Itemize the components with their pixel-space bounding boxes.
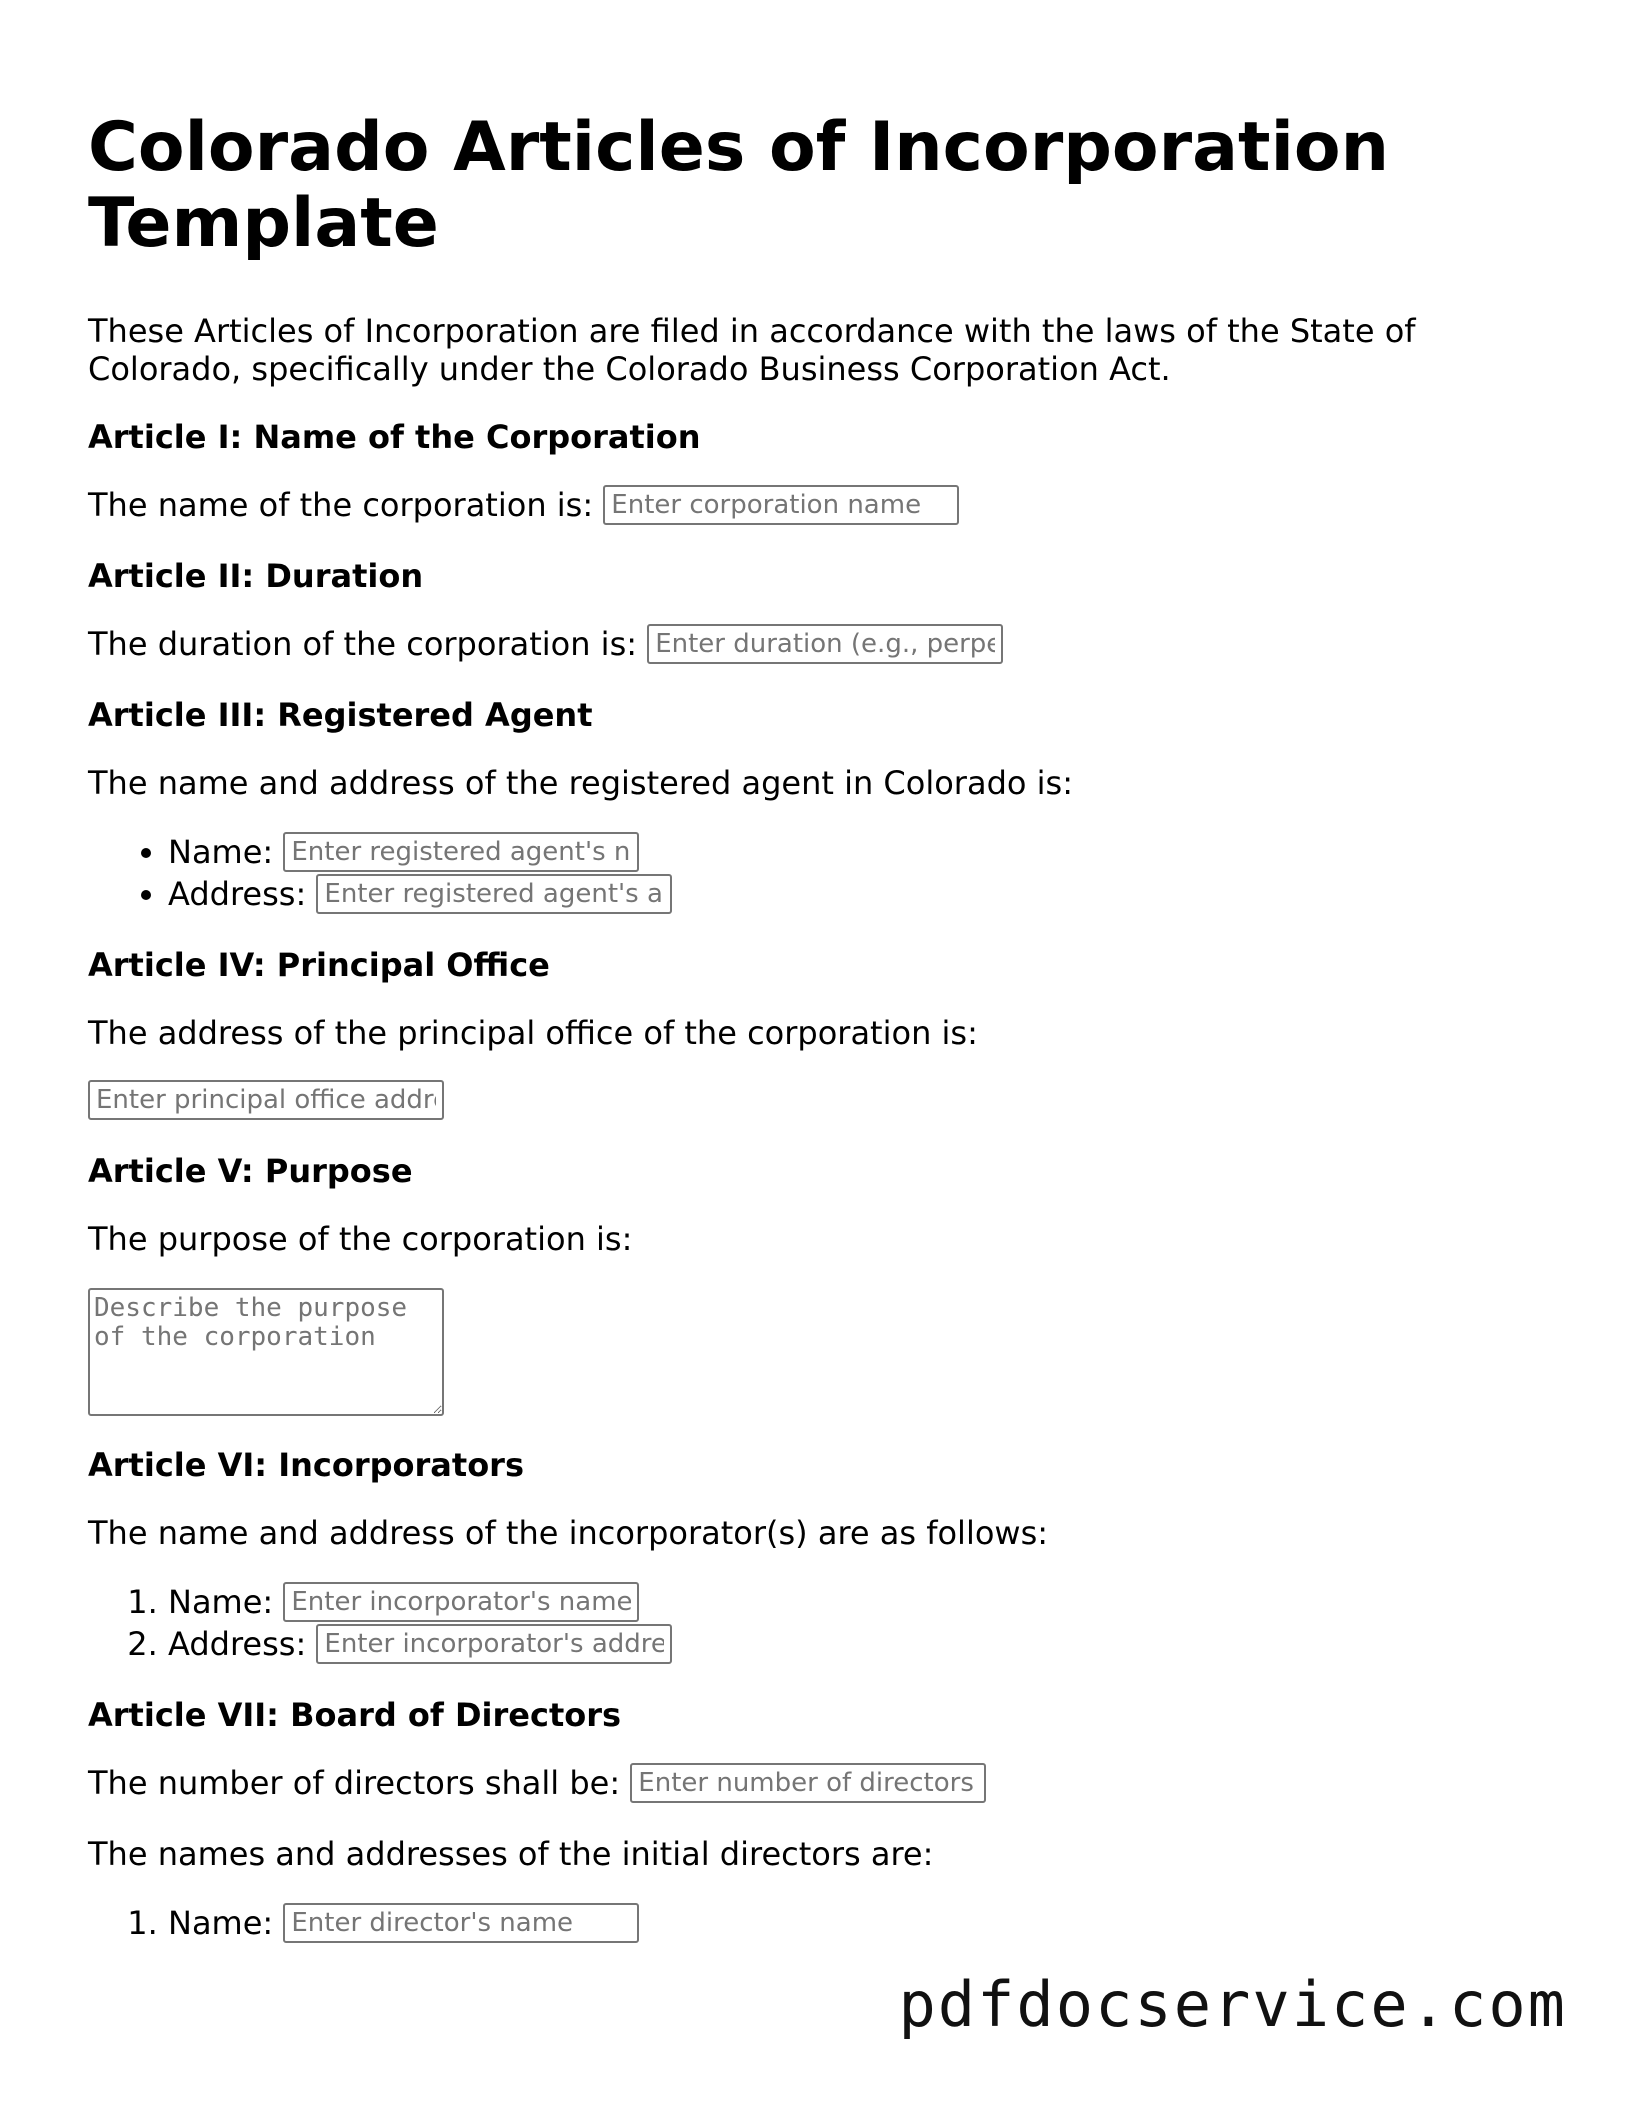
number-of-directors-input[interactable] [630,1763,986,1803]
intro-paragraph: These Articles of Incorporation are filed in accordance with the laws of the State of Colorado, specifically under the Colorado Business Corporation Act. [88,312,1416,388]
article-6-text: The name and address of the incorporator(s) are as follows: [88,1514,1049,1552]
article-4-text: The address of the principal office of the corporation is: [88,1014,978,1052]
article-7-text-2: The names and addresses of the initial directors are: [88,1835,934,1873]
purpose-textarea[interactable] [88,1288,444,1416]
article-7-heading: Article VII: Board of Directors [88,1696,622,1734]
article-2-line [88,625,1548,666]
list-item [168,1582,1548,1624]
article-3-heading: Article III: Registered Agent [88,696,593,734]
principal-office-field [88,1082,1548,1122]
director-name-label: Name: [168,1904,274,1942]
purpose-field [88,1288,1548,1416]
list-item [168,832,1548,874]
list-item [168,874,1548,916]
article-1-heading: Article I: Name of the Corporation [88,418,701,456]
list-item [168,1903,1548,1945]
article-5-heading: Article V: Purpose [88,1152,413,1190]
director-name-input[interactable] [283,1903,639,1943]
corporation-name-input[interactable] [603,485,959,525]
registered-agent-name-label: Name: [168,833,274,871]
duration-input[interactable] [647,624,1003,664]
list-item [168,1624,1548,1666]
director-list [88,1903,1548,1945]
incorporator-list [88,1582,1548,1666]
incorporator-name-label: Name: [168,1583,274,1621]
article-3-text: The name and address of the registered agent in Colorado is: [88,764,1073,802]
article-4-heading: Article IV: Principal Office [88,946,550,984]
principal-office-input[interactable] [88,1080,444,1120]
document [88,110,1548,1975]
registered-agent-list [88,832,1548,916]
registered-agent-address-input[interactable] [316,874,672,914]
article-6-heading: Article VI: Incorporators [88,1446,524,1484]
watermark: pdfdocservice.com [898,1968,1567,2041]
article-7-line [88,1764,1548,1805]
article-5-text: The purpose of the corporation is: [88,1220,633,1258]
registered-agent-name-input[interactable] [283,832,639,872]
article-1-text: The name of the corporation is: [88,486,594,524]
article-2-heading: Article II: Duration [88,557,424,595]
registered-agent-address-label: Address: [168,875,307,913]
incorporator-address-label: Address: [168,1625,307,1663]
article-2-text: The duration of the corporation is: [88,625,638,663]
article-1-line [88,486,1548,527]
incorporator-address-input[interactable] [316,1624,672,1664]
article-7-text: The number of directors shall be: [88,1764,621,1802]
page-title: Colorado Articles of Incorporation Template [88,108,1389,263]
incorporator-name-input[interactable] [283,1582,639,1622]
